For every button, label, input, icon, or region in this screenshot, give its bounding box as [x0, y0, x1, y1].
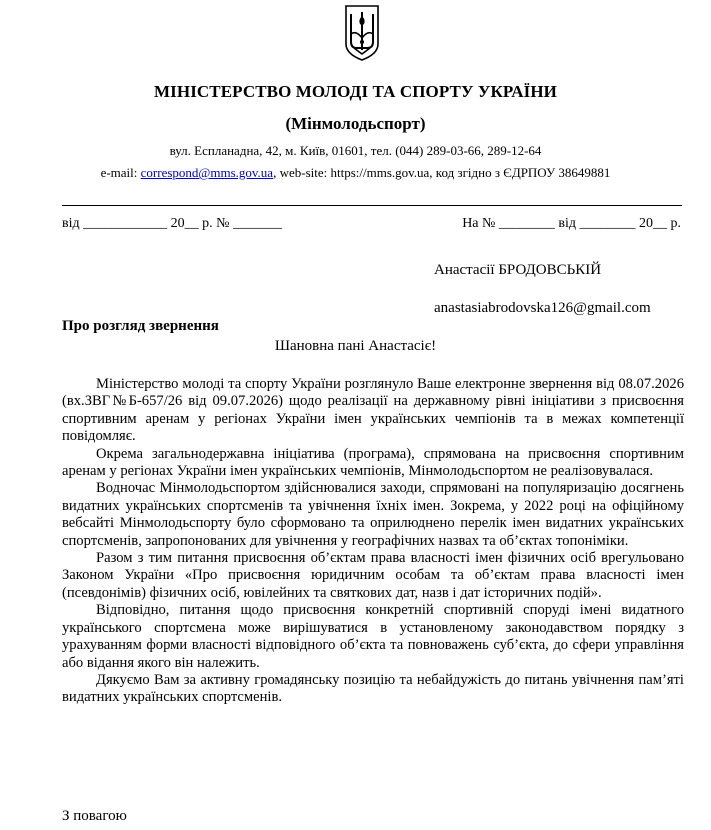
paragraph: Дякуємо Вам за активну громадянську позицію та небайдужість до питань увічнення пам’яті видатних українських спортсменів. [62, 671, 684, 706]
ministry-short-name: (Мінмолодьспорт) [285, 114, 426, 133]
paragraph: Відповідно, питання щодо присвоєння конкретній спортивній споруді імені видатного українського спортсмена може вирішуватися в установленому законодавством порядку з урахуванням форми власності відповідного об’єкта та повноважень суб’єкта, до сфери управління або відання якого він належить. [62, 602, 684, 671]
ministry-address: вул. Еспланадна, 42, м. Київ, 01601, тел. (044) 289-03-66, 289-12-64 [169, 143, 542, 158]
closing: З повагою [62, 808, 127, 824]
ministry-name: МІНІСТЕРСТВО МОЛОДІ ТА СПОРТУ УКРАЇНИ [154, 82, 557, 101]
paragraph: Водночас Мінмолодьспортом здійснювалися заходи, спрямовані на популяризацію досягнень видатних українських спортсменів та увічнення їхніх імен. Зокрема, у 2022 році на офіційному вебсайті Мінмолодьспорту було сформовано та оприлюднено перелік імен видатних українських спортсменів, запропонованих для увічнення у географічних назвах та об’єктах топоніміки. [62, 480, 684, 549]
recipient-name: Анастасії БРОДОВСЬКІЙ [434, 262, 602, 278]
recipient-email: anastasiabrodovska126@gmail.com [434, 300, 651, 316]
contacts-prefix: e-mail: [100, 165, 141, 180]
email-link[interactable]: correspond@mms.gov.ua [140, 165, 274, 180]
coat-of-arms-icon [343, 4, 381, 62]
ministry-contacts [0, 165, 711, 181]
paragraph: Міністерство молоді та спорту України розглянуло Ваше електронне звернення від 08.07.2026 (вх.ЗВГ№Б-657/26 від 09.07.2026) щодо реалізації на державному рівні ініціативи з присвоєння спортивним аренам у регіонах України імен українських чемпіонів та в межах компетенції повідомляє. [62, 376, 684, 445]
outgoing-registration: від ____________ 20__ р. № _______ [62, 216, 282, 231]
greeting: Шановна пані Анастасіє! [274, 338, 437, 354]
contacts-suffix: , web-site: https://mms.gov.ua, код згідно з ЄДРПОУ 38649881 [273, 165, 611, 180]
header-divider [62, 205, 682, 206]
paragraph: Разом з тим питання присвоєння об’єктам права власності імен фізичних осіб врегульовано Законом України «Про присвоєння юридичним особам та об’єктам права власності імен (псевдонімів) фізичних осіб, ювілейних та святкових дат, назв і дат історичних подій». [62, 550, 684, 601]
letter-body [62, 376, 684, 707]
letter-subject: Про розгляд звернення [62, 318, 219, 334]
incoming-registration: На № ________ від ________ 20__ р. [462, 216, 681, 231]
paragraph: Окрема загальнодержавна ініціатива (програма), спрямована на присвоєння спортивним аренам у регіонах України імен українських чемпіонів, Мінмолодьспортом не реалізовувалася. [62, 445, 684, 480]
